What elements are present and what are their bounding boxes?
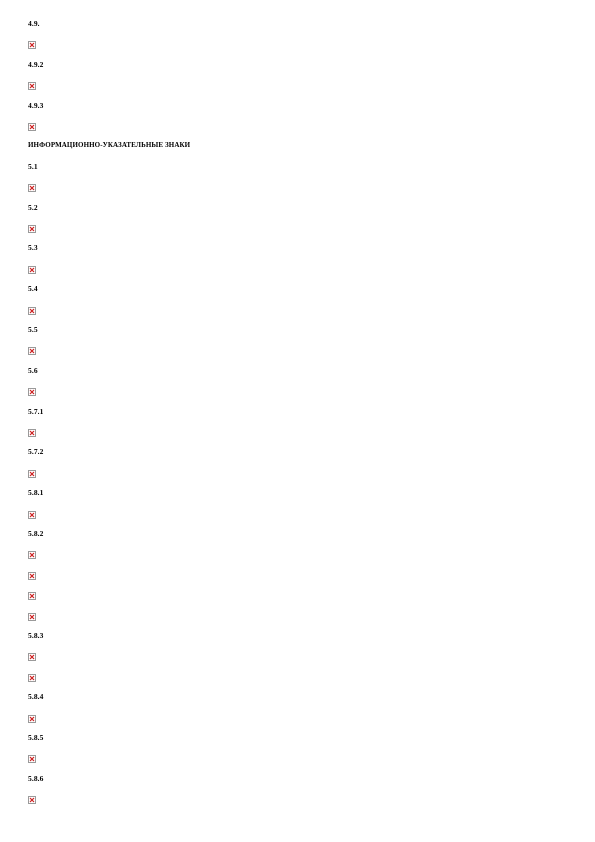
broken-image-cross	[29, 797, 35, 803]
broken-image-cross	[29, 614, 35, 620]
sign-number-label: 4.9.3	[28, 101, 44, 110]
sign-number-label: 4.9.	[28, 19, 40, 28]
sign-number-label: 5.8.6	[28, 774, 44, 783]
sign-number-label: 5.4	[28, 284, 38, 293]
broken-image-cross	[29, 675, 35, 681]
sign-number-label: 5.8.4	[28, 692, 44, 701]
broken-image-cross	[29, 573, 35, 579]
sign-number-label: 5.7.2	[28, 447, 44, 456]
sign-number-label: 5.3	[28, 243, 38, 252]
broken-image-cross	[29, 42, 35, 48]
broken-image-icon	[28, 592, 36, 600]
broken-image-cross	[29, 430, 35, 436]
broken-image-icon	[28, 674, 36, 682]
section-heading: ИНФОРМАЦИОННО-УКАЗАТЕЛЬНЫЕ ЗНАКИ	[28, 141, 191, 149]
broken-image-cross	[29, 308, 35, 314]
sign-number-label: 5.8.1	[28, 488, 44, 497]
broken-image-icon	[28, 347, 36, 355]
broken-image-cross	[29, 654, 35, 660]
sign-number-label: 5.8.5	[28, 733, 44, 742]
broken-image-icon	[28, 388, 36, 396]
broken-image-cross	[29, 756, 35, 762]
sign-number-label: 4.9.2	[28, 60, 44, 69]
sign-number-label: 5.5	[28, 325, 38, 334]
broken-image-cross	[29, 512, 35, 518]
broken-image-cross	[29, 471, 35, 477]
broken-image-icon	[28, 715, 36, 723]
broken-image-icon	[28, 551, 36, 559]
broken-image-cross	[29, 267, 35, 273]
broken-image-icon	[28, 572, 36, 580]
broken-image-icon	[28, 266, 36, 274]
broken-image-icon	[28, 613, 36, 621]
broken-image-icon	[28, 755, 36, 763]
broken-image-icon	[28, 511, 36, 519]
broken-image-cross	[29, 226, 35, 232]
sign-number-label: 5.8.2	[28, 529, 44, 538]
broken-image-icon	[28, 82, 36, 90]
broken-image-cross	[29, 552, 35, 558]
sign-number-label: 5.7.1	[28, 407, 44, 416]
sign-number-label: 5.1	[28, 162, 38, 171]
broken-image-cross	[29, 593, 35, 599]
broken-image-icon	[28, 796, 36, 804]
broken-image-cross	[29, 716, 35, 722]
broken-image-icon	[28, 225, 36, 233]
broken-image-cross	[29, 389, 35, 395]
broken-image-icon	[28, 41, 36, 49]
broken-image-cross	[29, 124, 35, 130]
broken-image-icon	[28, 184, 36, 192]
broken-image-cross	[29, 83, 35, 89]
broken-image-cross	[29, 348, 35, 354]
broken-image-cross	[29, 185, 35, 191]
broken-image-icon	[28, 470, 36, 478]
broken-image-icon	[28, 307, 36, 315]
broken-image-icon	[28, 429, 36, 437]
sign-number-label: 5.8.3	[28, 631, 44, 640]
broken-image-icon	[28, 653, 36, 661]
sign-number-label: 5.6	[28, 366, 38, 375]
broken-image-icon	[28, 123, 36, 131]
sign-number-label: 5.2	[28, 203, 38, 212]
